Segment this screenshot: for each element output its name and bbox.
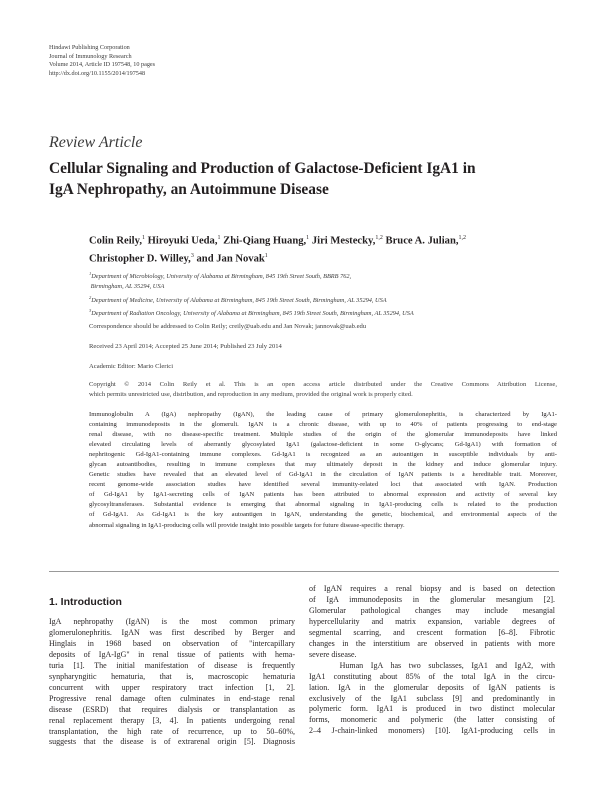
affiliation-continuation: [89, 282, 559, 292]
body-line: glomerulonephritis. IgAN was first described by Berger and: [49, 627, 295, 637]
publication-dates: Received 23 April 2014; Accepted 25 June 2014; Published 23 July 2014: [89, 343, 282, 350]
author-name: and Jan Novak: [196, 253, 265, 265]
body-line: Hinglais in 1968 based on observation of "intercapillary: [49, 638, 295, 648]
abstract-line: elevated circulating levels of aberrantly glycosylated IgA1 (galactose-deficient in some O-glycans; Gd-IgA1) with formation of: [89, 441, 557, 449]
body-line: 2–4 J-chain-linked monomers) [10]. IgA1-producing cells in: [309, 726, 555, 736]
body-line: IgA nephropathy (IgAN) is the most common primary: [49, 617, 295, 626]
author-affil-sup: 1: [217, 235, 221, 241]
abstract-line: recent genome-wide association studies have identified several immunity-related loci that associated with IgAN. Production: [89, 481, 557, 489]
author-name: Jiri Mestecky,: [311, 235, 376, 247]
copyright-line: which permits unrestricted use, distribution, and reproduction in any medium, provided the original work is properly cited.: [89, 390, 413, 398]
body-line: turia [1]. The initial manifestation of disease is frequently: [49, 660, 295, 670]
affiliation: [89, 293, 559, 306]
author-affil-sup: 1: [306, 235, 310, 241]
body-line: hypercellularity and matrix expansion, variable degrees of: [309, 616, 555, 626]
author-affil-sup: 1,2: [375, 235, 383, 241]
body-line: of IgA immunodeposits in the glomerular mesangium [2].: [309, 594, 555, 604]
body-column-right: [309, 584, 555, 737]
abstract-line: renal disease, with no disease-specific treatment. Multiple studies of the origin of the glomerular immunodeposits have linked: [89, 431, 557, 439]
academic-editor: Academic Editor: Mario Clerici: [89, 363, 174, 370]
affiliation-list: [89, 269, 559, 319]
publisher-name: Hindawi Publishing Corporation: [49, 44, 130, 51]
body-line: polymeric form. IgA1 is produced in two distinct molecular: [309, 704, 555, 714]
body-line: concurrent with upper respiratory tract infection [1, 2].: [49, 682, 295, 692]
author-name: Hiroyuki Ueda,: [147, 235, 218, 247]
body-column-left: [49, 617, 295, 748]
body-line: of IgAN requires a renal biopsy and is based on detection: [309, 584, 555, 593]
volume-info: Volume 2014, Article ID 197548, 10 pages: [49, 61, 156, 69]
body-line: segmental scarring, and crescent formation [6–8]. Fibrotic: [309, 627, 555, 637]
abstract-line: abnormal signaling in IgA1-producing cells will provide insight into possible targets for future disease-specific therapy.: [89, 521, 405, 529]
body-line: deposits of IgA-IgG" in renal tissue of patients with hema-: [49, 649, 295, 659]
abstract-line: Immunoglobulin A (IgA) nephropathy (IgAN), the leading cause of primary glomerulonephritis, is characterized by IgA1-: [89, 411, 557, 418]
journal-name: Journal of Immunology Research: [49, 52, 132, 60]
author-affil-sup: 1: [141, 235, 145, 241]
affiliation-sup: 1: [89, 271, 92, 276]
author-affil-sup: 1: [264, 253, 268, 260]
author-line: [89, 231, 559, 249]
title-line: Cellular Signaling and Production of Galactose-Deficient IgA1 in: [49, 160, 476, 177]
body-line: synpharyngitic hematuria, that is, macroscopic hematuria: [49, 671, 295, 681]
abstract-line: glycosyltransferases. Substantial evidence is emerging that abnormal signaling in IgA1-producing cells is related to the production: [89, 501, 557, 509]
body-line: changes in the interstitium are observed in patients with more: [309, 638, 555, 648]
body-line: renal replacement therapy [3, 4]. In patients undergoing renal: [49, 715, 295, 725]
abstract-line: of Gd-IgA1. As Gd-IgA1 is the key autoantigen in IgAN, understanding the genetic, biochemical, and environmental aspects of the: [89, 511, 557, 519]
affiliation-text: Birmingham, AL 35294, USA: [90, 283, 165, 291]
body-line: IgA1 constituting about 85% of the total IgA in the circu-: [309, 671, 555, 681]
abstract-line: containing immunodeposits in the glomeruli. IgAN is a chronic disease, with up to 40% of patients progressing to end-stage: [89, 421, 557, 429]
author-affil-sup: 3: [190, 253, 194, 260]
body-line: severe disease.: [309, 649, 357, 659]
doi-link[interactable]: http://dx.doi.org/10.1155/2014/197548: [49, 69, 146, 77]
affiliation: [89, 269, 559, 282]
body-line: transplantation, the high rate of recurrence, up to 50–60%,: [49, 726, 295, 736]
abstract-line: Genetic studies have revealed that an elevated level of Gd-IgA1 in the circulation of IgAN patients is a hereditable trait. Moreover,: [89, 471, 557, 479]
affiliation-text: Department of Radiation Oncology, University of Alabama at Birmingham, 845 19th Street South, Birmingham, AL 35294, USA: [91, 309, 414, 317]
copyright-line: Copyright © 2014 Colin Reily et al. This is an open access article distributed under the Creative Commons Attribution License,: [89, 381, 557, 388]
abstract-line: glycan autoantibodies, resulting in immune complexes that may ultimately deposit in the kidney and induce glomerular injury.: [89, 461, 557, 469]
body-line: exclusively of the IgA1 subclass [9] and predominantly in: [309, 693, 555, 703]
abstract-line: nephritogenic Gd-IgA1-containing immune complexes. Gd-IgA1 is recognized as an autoantigen in susceptible individuals by anti-: [89, 451, 557, 459]
correspondence: Correspondence should be addressed to Colin Reily; creily@uab.edu and Jan Novak; jannovak@uab.edu: [89, 323, 367, 330]
body-line: Progressive renal damage often culminates in end-stage renal: [49, 693, 295, 703]
body-line: Glomerular pathological changes may include mesangial: [309, 605, 555, 615]
body-line: forms, monomeric and polymeric (the latter consisting of: [309, 715, 555, 725]
author-line: [89, 249, 559, 267]
author-name: Bruce A. Julian,: [385, 235, 459, 247]
title-line: IgA Nephropathy, an Autoimmune Disease: [49, 181, 329, 198]
affiliation: [89, 306, 559, 319]
affiliation-text: Department of Medicine, University of Alabama at Birmingham, 845 19th Street South, Birmingham, AL 35294, USA: [91, 296, 387, 304]
body-line: Human IgA has two subclasses, IgA1 and IgA2, with: [309, 660, 555, 670]
journal-header: [49, 44, 155, 78]
body-line: disease (ESRD) that requires dialysis or transplantation as: [49, 704, 295, 714]
article-title: [49, 158, 559, 200]
affiliation-text: Department of Microbiology, University of Alabama at Birmingham, 845 19th Street South, BBRB 762,: [91, 273, 352, 281]
affiliation-sup: 3: [89, 307, 92, 313]
author-name: Christopher D. Willey,: [89, 253, 191, 265]
affiliation-sup: 2: [89, 294, 92, 300]
abstract: [89, 410, 557, 531]
article-type: Review Article: [49, 134, 143, 151]
section-heading: 1. Introduction: [49, 596, 122, 608]
abstract-line: of Gd-IgA1 by IgA1-secreting cells of IgAN patients has been attributed to abnormal expression and activity of several key: [89, 491, 557, 499]
body-line: suggests that the disease is of extrarenal origin [5]. Diagnosis: [49, 737, 295, 747]
author-affil-sup: 1,2: [458, 235, 467, 241]
author-name: Zhi-Qiang Huang,: [223, 235, 307, 247]
author-list: [89, 231, 559, 267]
author-name: Colin Reily,: [89, 235, 142, 247]
section-divider: [49, 571, 559, 572]
body-line: lation. IgA in the glomerular deposits of IgAN patients is: [309, 682, 555, 692]
copyright-notice: [89, 380, 557, 399]
